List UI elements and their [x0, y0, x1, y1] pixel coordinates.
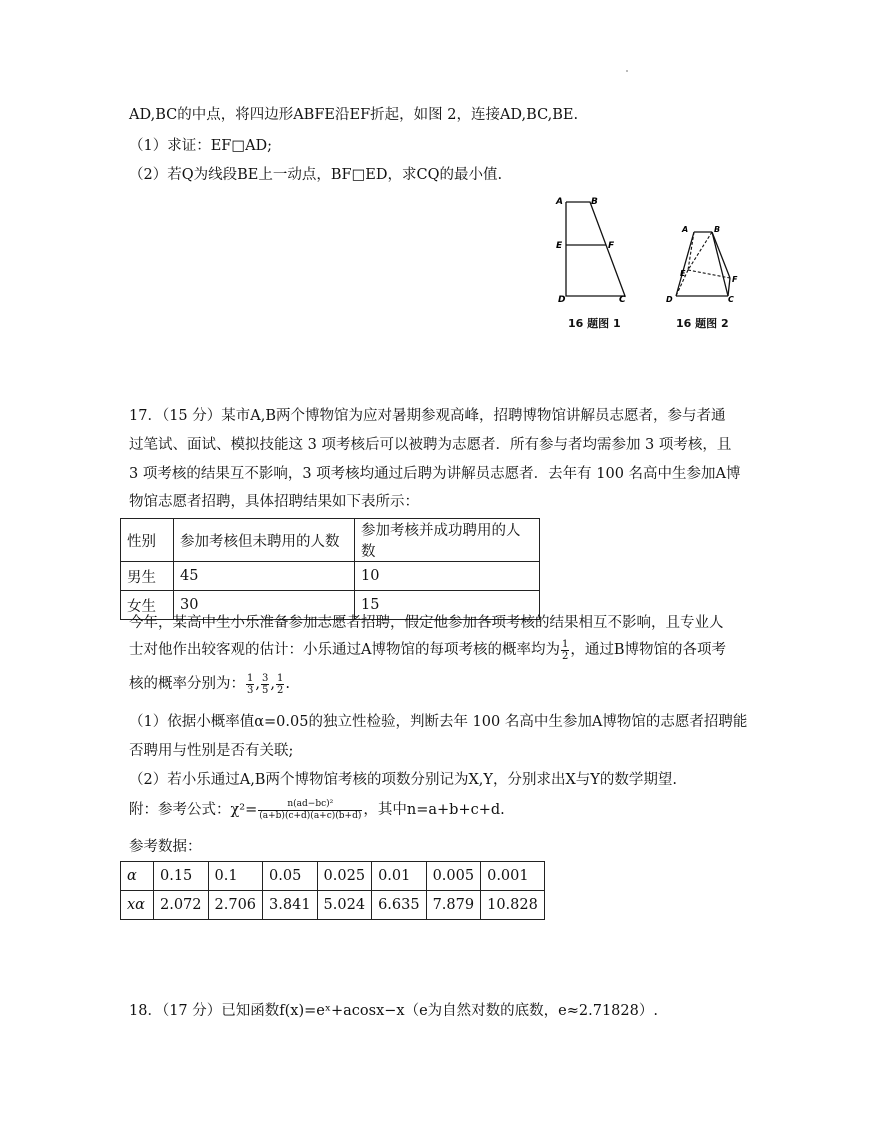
p17-question-1b: 否聘用与性别是否有关联;: [129, 743, 294, 759]
fig1-label-f: F: [608, 241, 615, 251]
table-header-cell: 性别: [121, 519, 174, 562]
fig2-label-e: E: [680, 269, 686, 278]
fig2-label-d: D: [666, 295, 673, 304]
table-cell: 15: [355, 591, 540, 620]
table-cell: 0.025: [317, 862, 372, 891]
table-cell: 0.005: [426, 862, 481, 891]
table-cell: 10.828: [481, 891, 545, 920]
p18-header: 18．（17 分）已知函数f(x)=eˣ+acosx−x（e为自然对数的底数，e≈2.71828）.: [129, 1003, 658, 1019]
formula-prefix: 附：参考公式：χ²=: [129, 802, 258, 818]
stray-dot: [626, 70, 628, 72]
fig1-label-e: E: [556, 241, 563, 251]
table-cell: 0.001: [481, 862, 545, 891]
fraction-denominator: 2: [276, 684, 284, 696]
table-cell: 45: [174, 562, 355, 591]
table-row: [121, 519, 540, 562]
p16-question-1: （1）求证：EF□AD;: [129, 138, 273, 154]
table-cell: 0.05: [263, 862, 318, 891]
table-cell: 男生: [121, 562, 174, 591]
p17-line-2: 过笔试、面试、模拟技能这 3 项考核后可以被聘为志愿者．所有参与者均需参加 3 项考核，且: [129, 437, 732, 453]
table-row: [121, 562, 540, 591]
fig1-label-d: D: [558, 295, 566, 305]
table-cell: 0.1: [208, 862, 263, 891]
table-cell: 0.15: [154, 862, 209, 891]
fraction-b-2: [261, 673, 269, 696]
reference-data-label: 参考数据：: [129, 839, 202, 855]
p16-continuation: AD,BC的中点，将四边形ABFE沿EF折起，如图 2，连接AD,BC,BE.: [129, 107, 579, 123]
figure-2-diagram: [664, 218, 744, 306]
fraction-b-3: [276, 673, 284, 696]
table-cell: 2.706: [208, 891, 263, 920]
fig1-label-c: C: [619, 295, 626, 305]
fraction-one-half: [561, 639, 569, 662]
formula-denominator: (a+b)(c+d)(a+c)(b+d): [259, 810, 362, 821]
fraction-denominator: 3: [247, 684, 254, 696]
p17-line-4: 物馆志愿者招聘，具体招聘结果如下表所示：: [129, 494, 419, 510]
p17-header: 17．（15 分）某市A,B两个博物馆为应对暑期参观高峰，招聘博物馆讲解员志愿者，参与者通: [129, 408, 726, 424]
formula-numerator: n(ad−bc)²: [258, 799, 362, 811]
table-cell: 6.635: [372, 891, 427, 920]
table-header-cell: 参加考核并成功聘用的人数: [355, 519, 540, 562]
table-cell: xα: [121, 891, 154, 920]
fig1-label-b: B: [591, 197, 598, 207]
fraction-numerator: 1: [276, 672, 284, 684]
table-cell: 5.024: [317, 891, 372, 920]
fraction-denominator: 5: [261, 684, 269, 696]
fig2-label-b: B: [714, 225, 721, 234]
table-cell: 0.01: [372, 862, 427, 891]
fig1-label-a: A: [556, 197, 563, 207]
p17-formula-line: [129, 798, 505, 822]
p17-line-3: 3 项考核的结果互不影响，3 项考核均通过后聘为讲解员志愿者．去年有 100 名高中生参加A博: [129, 466, 741, 482]
table-cell: 3.841: [263, 891, 318, 920]
fraction-numerator: 1: [247, 672, 254, 684]
p17-line-6: [129, 638, 726, 662]
fraction-numerator: 3: [261, 672, 269, 684]
table-cell: 30: [174, 591, 355, 620]
table-header-cell: 参加考核但未聘用的人数: [174, 519, 355, 562]
table-cell: α: [121, 862, 154, 891]
table-cell: 2.072: [154, 891, 209, 920]
fig2-label-f: F: [732, 275, 738, 284]
chi-square-formula: [258, 799, 362, 822]
p17-line-7-text-a: 核的概率分别为：: [129, 676, 245, 692]
p17-question-2: （2）若小乐通过A,B两个博物馆考核的项数分别记为X,Y，分别求出X与Y的数学期望.: [129, 772, 677, 788]
p17-question-1a: （1）依据小概率值α=0.05的独立性检验，判断去年 100 名高中生参加A博物馆的志愿者招聘能: [129, 714, 748, 730]
fraction-numerator: 1: [561, 638, 569, 650]
table-row: [121, 891, 545, 920]
p17-line-6-text-a: 士对他作出较客观的估计：小乐通过A博物馆的每项考核的概率均为: [129, 642, 560, 658]
p16-question-2: （2）若Q为线段BE上一动点，BF□ED，求CQ的最小值.: [129, 167, 503, 183]
formula-suffix: ，其中n=a+b+c+d.: [363, 802, 505, 818]
table-cell: 7.879: [426, 891, 481, 920]
table-cell: 女生: [121, 591, 174, 620]
recruitment-table: [120, 518, 540, 620]
p17-line-6-text-b: ，通过B博物馆的各项考: [570, 642, 727, 658]
figure-2-caption: 16 题图 2: [676, 317, 729, 330]
figure-1-diagram: [548, 190, 638, 305]
fig2-label-a: A: [682, 225, 689, 234]
fig2-label-c: C: [728, 295, 734, 304]
critical-value-table: [120, 861, 545, 920]
p17-line-7-text-b: .: [285, 676, 290, 692]
figure-1-caption: 16 题图 1: [568, 317, 621, 330]
fraction-denominator: 2: [561, 650, 569, 662]
p17-line-7: 核的概率分别为： $\frac{1}{3}$ , $\frac{3}{5}$ , $\frac{1}{2}$ .: [129, 672, 290, 696]
table-row: [121, 862, 545, 891]
fraction-b-1: [246, 673, 254, 696]
table-cell: 10: [355, 562, 540, 591]
p17-line-5: 今年，某高中生小乐准备参加志愿者招聘，假定他参加各项考核的结果相互不影响，且专业人: [129, 615, 724, 631]
